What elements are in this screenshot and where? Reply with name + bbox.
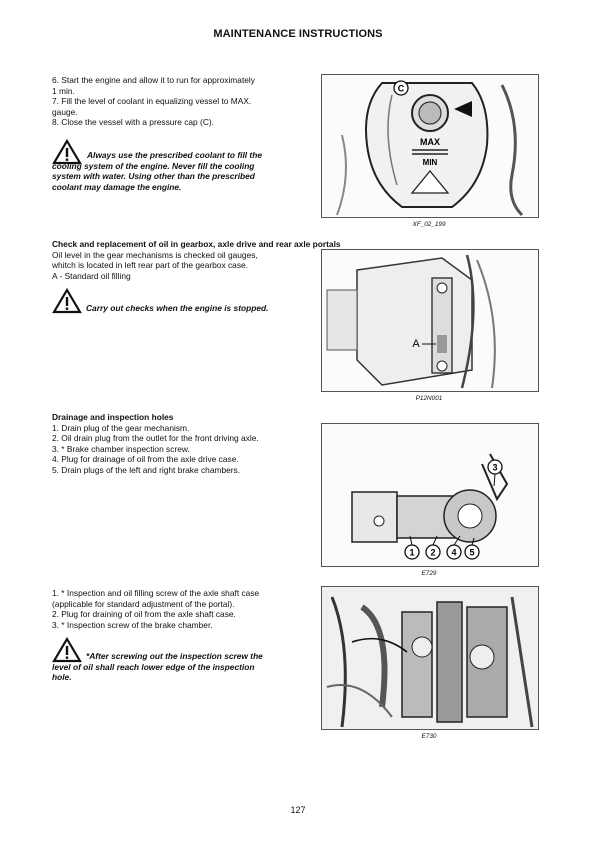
inspection-warning-line1: *After screwing out the inspection screw the [86, 651, 263, 661]
figure-caption-e729: E729 [421, 570, 437, 577]
drain-plugs-figure [321, 423, 539, 567]
page-number: 127 [290, 805, 306, 815]
callout-5: 5 [469, 547, 475, 558]
callout-2: 2 [430, 547, 436, 558]
coolant-steps: 6. Start the engine and allow it to run for approximately 1 min. 7. Fill the level of coolant in equalizing vessel to MAX. gauge. 8. Close the vessel with a pressure cap (C). [52, 75, 255, 128]
warning-icon [52, 637, 82, 663]
inspection-warning-line2: level of oil shall reach lower edge of the inspection [52, 661, 255, 672]
label-a: A [412, 338, 420, 350]
engine-stopped-warning: Carry out checks when the engine is stopped. [86, 303, 269, 313]
inspection-warning-line3: hole. [52, 672, 72, 683]
drainage-heading: Drainage and inspection holes [52, 412, 174, 422]
label-max: MAX [420, 137, 440, 147]
coolant-vessel-figure [321, 74, 539, 218]
axle-shaft-figure [321, 586, 539, 730]
callout-1: 1 [409, 547, 415, 558]
gearbox-oil-heading: Check and replacement of oil in gearbox, axle drive and rear axle portals [52, 239, 341, 249]
figure-caption-xf02199: XF_02_199 [412, 221, 446, 228]
callout-3: 3 [492, 462, 498, 473]
coolant-warning-line4: coolant may damage the engine. [52, 181, 182, 192]
gearbox-gauge-figure [321, 249, 539, 392]
portal-screws-list: 1. * Inspection and oil filling screw of the axle shaft case (applicable for standard adjustment of the portal). 2. Plug for draining of oil from the axle shaft case. 3. * Inspection screw of the brake chamber. [52, 588, 260, 630]
coolant-warning-line2: cooling system of the engine. Never fill the cooling [52, 160, 255, 171]
gearbox-oil-body: Oil level in the gear mechanisms is checked oil gauges, whitch is located in left rear part of the gearbox case. A - Standard oil filling [52, 249, 258, 281]
figure-caption-p12n001: P12N001 [415, 395, 443, 402]
figure-caption-e730: E730 [421, 733, 437, 740]
page-title: MAINTENANCE INSTRUCTIONS [213, 28, 383, 40]
label-c: C [397, 83, 405, 94]
coolant-warning-line1: Always use the prescribed coolant to fill the [87, 150, 262, 160]
label-min: MIN [422, 158, 438, 167]
coolant-warning-line3: system with water. Using other than the prescribed [52, 171, 255, 182]
drainage-list: 1. Drain plug of the gear mechanism. 2. Oil drain plug from the outlet for the front driving axle. 3. * Brake chamber inspection screw. 4. Plug for drainage of oil from the axle drive case. 5. Drain plugs of the left and right brake chambers. [52, 422, 259, 475]
callout-4: 4 [451, 547, 457, 558]
warning-icon [52, 288, 82, 314]
